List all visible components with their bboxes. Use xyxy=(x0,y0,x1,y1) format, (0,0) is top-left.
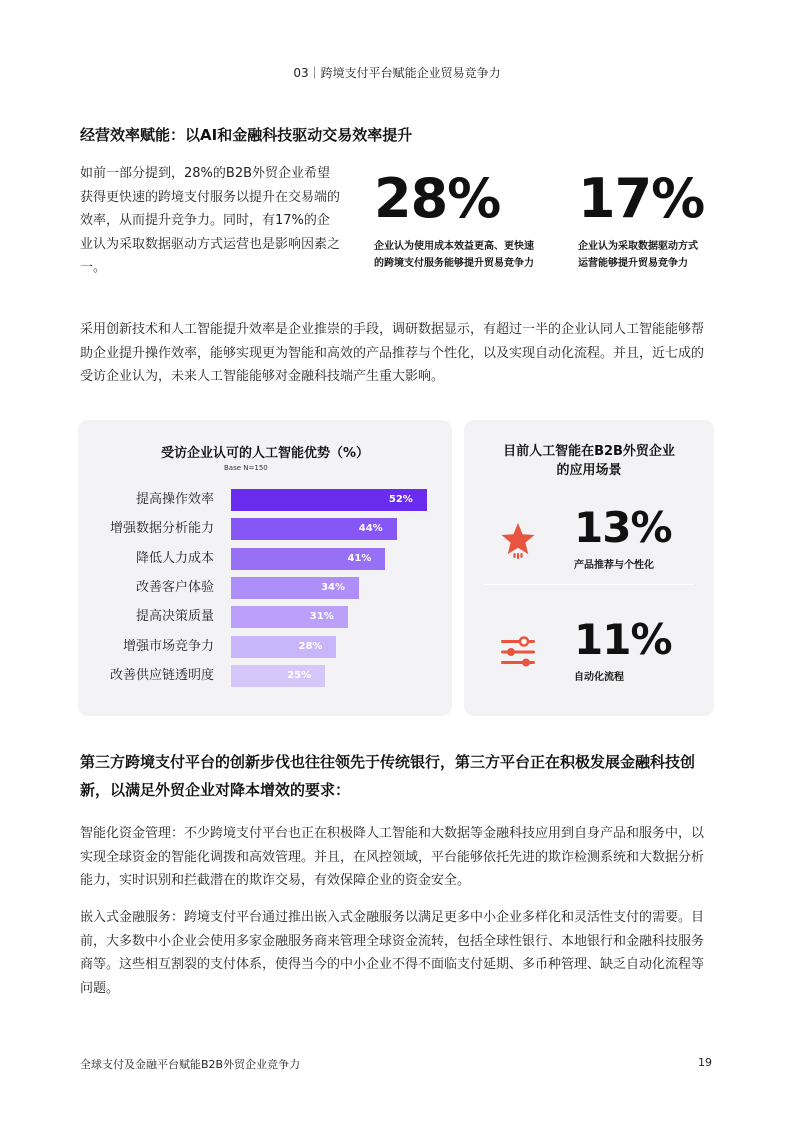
bar-category-label: 增强市场竞争力 xyxy=(122,638,214,654)
bar-row xyxy=(78,636,452,658)
sliders-icon xyxy=(498,632,538,672)
bar-category-label: 降低人力成本 xyxy=(135,550,214,566)
app-item-automation xyxy=(464,616,714,686)
stat-caption-line: 运营能够提升贸易竞争力 xyxy=(578,258,688,269)
stat-value: 17% xyxy=(578,167,705,230)
stat-caption xyxy=(374,238,574,272)
chart-title: 受访企业认可的人工智能优势（%） xyxy=(160,446,370,461)
bar-category-label: 改善客户体验 xyxy=(135,579,214,595)
page-number: 19 xyxy=(698,1056,712,1069)
ai-advantages-chart xyxy=(78,420,452,716)
star-icon xyxy=(498,520,538,560)
embedded-finance-paragraph: 嵌入式金融服务：跨境支付平台通过推出嵌入式金融服务以满足更多中小企业多样化和灵活性支付的需要。目前，大多数中小企业会使用多家金融服务商来管理全球资金流转，包括全球性银行、本地银行和金融科技服务商等。这些相互割裂的支付体系，使得当今的中小企业不得不面临支付延期、多币种管理、缺乏自动化流程等问题。 xyxy=(80,910,705,996)
bar-value-label: 28% xyxy=(298,640,323,652)
ai-efficiency-paragraph: 采用创新技术和人工智能提升效率是企业推崇的手段，调研数据显示，有超过一半的企业认同人工智能能够帮助企业提升操作效率，能够实现更为智能和高效的产品推荐与个性化，以及实现自动化流程。并且，近七成的受访企业认为，未来人工智能能够对金融科技端产生重大影响。 xyxy=(80,322,705,384)
running-header: 03｜跨境支付平台赋能企业贸易竞争力 xyxy=(293,66,501,80)
app-item-value: 11% xyxy=(574,615,672,664)
app-item-caption: 自动化流程 xyxy=(574,672,624,683)
stat-17-percent xyxy=(578,168,778,272)
bar xyxy=(231,665,325,687)
bar-value-label: 41% xyxy=(347,552,372,564)
bar-row xyxy=(78,577,452,599)
app-panel-title-line: 的应用场景 xyxy=(556,463,622,478)
bar-value-label: 52% xyxy=(388,494,413,505)
bar xyxy=(231,548,385,570)
bar xyxy=(231,606,348,628)
bar-category-label: 提高操作效率 xyxy=(135,492,214,507)
bar xyxy=(231,518,397,540)
fintech-innovation-heading: 第三方跨境支付平台的创新步伐也往往领先于传统银行，第三方平台正在积极发展金融科技创新，以满足外贸企业对降本增效的要求： xyxy=(80,753,696,799)
bar xyxy=(231,636,336,658)
app-panel-title-line: 目前人工智能在B2B外贸企业 xyxy=(503,444,675,459)
app-item-caption: 产品推荐与个性化 xyxy=(574,560,654,571)
bar-value-label: 25% xyxy=(287,669,312,681)
stat-28-percent xyxy=(374,168,574,272)
bar-category-label: 增强数据分析能力 xyxy=(109,521,214,537)
bar-category-label: 改善供应链透明度 xyxy=(109,667,214,683)
ai-application-panel xyxy=(464,420,714,716)
stat-caption xyxy=(578,238,778,272)
app-divider xyxy=(484,584,694,585)
intro-paragraph: 如前一部分提到，28%的B2B外贸企业希望获得更快速的跨境支付服务以提升在交易端的效率，从而提升竞争力。同时，有17%的企业认为采取数据驱动方式运营也是影响因素之一。 xyxy=(80,166,341,275)
bar-row xyxy=(78,489,452,511)
stat-caption-line: 企业认为采取数据驱动方式 xyxy=(578,241,698,252)
app-item-value: 13% xyxy=(574,503,672,552)
bar-category-label: 提高决策质量 xyxy=(135,609,214,625)
bar-value-label: 44% xyxy=(358,523,383,535)
stat-caption-line: 的跨境支付服务能够提升贸易竞争力 xyxy=(374,258,534,269)
bar-row xyxy=(78,548,452,570)
bar-value-label: 34% xyxy=(321,581,346,593)
footer-title: 全球支付及金融平台赋能B2B外贸企业竞争力 xyxy=(80,1058,301,1071)
app-panel-title xyxy=(464,442,714,480)
chart-base-note: Base N=150 xyxy=(224,464,268,472)
bar-value-label: 31% xyxy=(309,611,334,623)
smart-treasury-paragraph: 智能化资金管理：不少跨境支付平台也正在积极降人工智能和大数据等金融科技应用到自身产品和服务中，以实现全球资金的智能化调拨和高效管理。并且，在风控领域，平台能够依托先进的欺诈检测系统和大数据分析能力，实时识别和拦截潜在的欺诈交易，有效保障企业的资金安全。 xyxy=(80,826,705,888)
bar xyxy=(231,577,359,599)
stat-value: 28% xyxy=(374,167,501,230)
stat-caption-line: 企业认为使用成本效益更高、更快速 xyxy=(374,241,534,252)
section-title: 经营效率赋能：以AI和金融科技驱动交易效率提升 xyxy=(80,126,413,144)
bar-row xyxy=(78,606,452,628)
bar xyxy=(231,489,427,511)
bar-row xyxy=(78,518,452,540)
bar-row xyxy=(78,665,452,687)
app-item-product-recommendation xyxy=(464,504,714,574)
